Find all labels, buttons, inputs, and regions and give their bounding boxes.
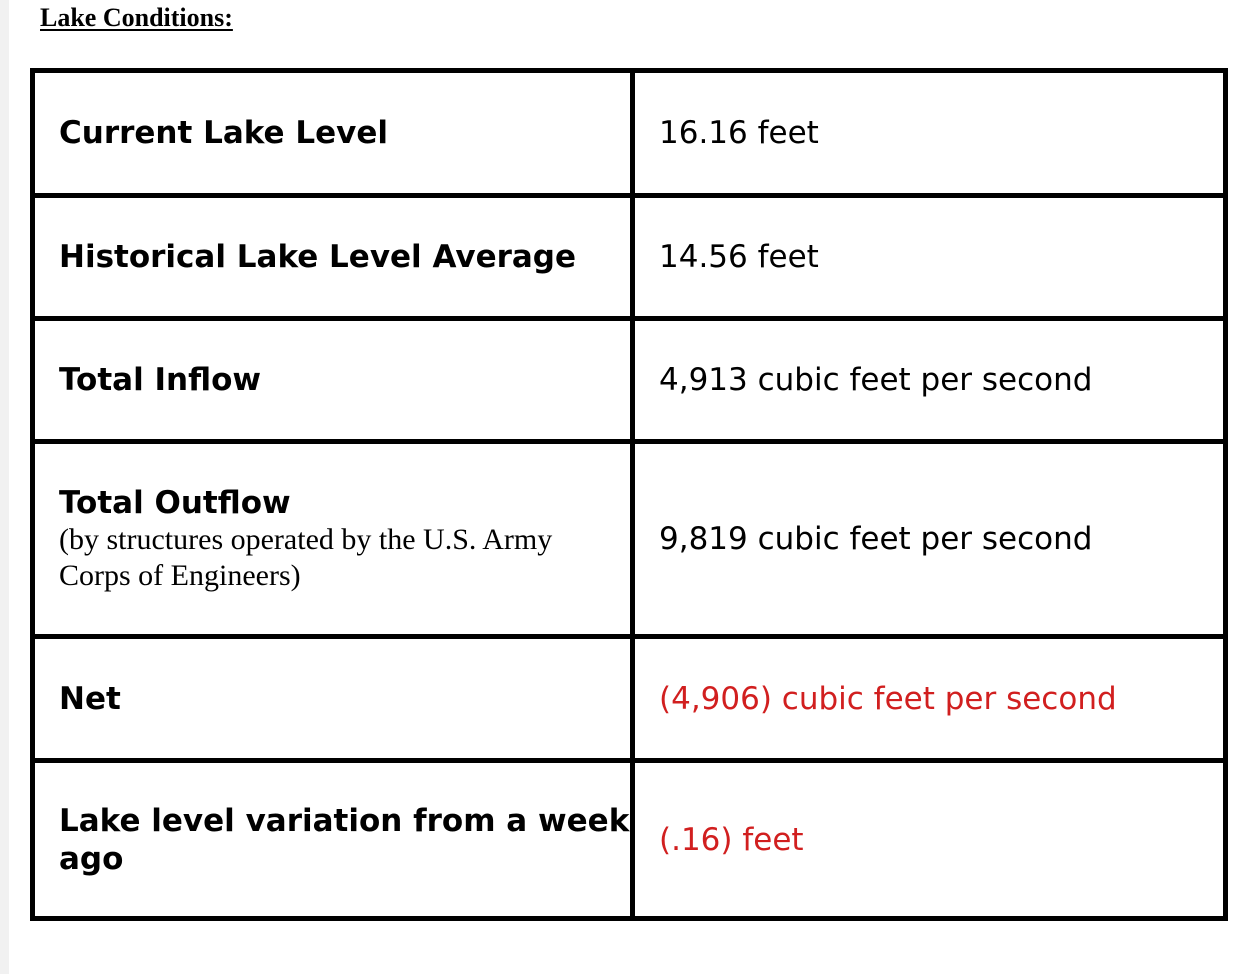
- total-outflow-note: (by structures operated by the U.S. Army Corps of Engineers): [59, 523, 553, 592]
- row-value-cell: [633, 761, 1226, 919]
- row-label-cell: [33, 637, 633, 761]
- row-value-cell: [633, 442, 1226, 637]
- page-margin-strip: [0, 0, 9, 974]
- historical-average-label: Historical Lake Level Average: [59, 239, 577, 275]
- weekly-variation-value: (.16) feet: [659, 821, 804, 858]
- row-label-cell: [33, 442, 633, 637]
- weekly-variation-label: Lake level variation from a week ago: [59, 802, 630, 877]
- net-value: (4,906) cubic feet per second: [659, 680, 1117, 717]
- current-lake-level-value: 16.16 feet: [659, 115, 819, 151]
- table-row: [33, 196, 1226, 319]
- row-value-cell: [633, 637, 1226, 761]
- total-inflow-label: Total Inflow: [59, 362, 261, 398]
- historical-average-value: 14.56 feet: [659, 239, 819, 275]
- current-lake-level-label: Current Lake Level: [59, 115, 389, 151]
- row-value-cell: [633, 196, 1226, 319]
- row-label-cell: [33, 761, 633, 919]
- page-heading: Lake Conditions:: [40, 3, 233, 32]
- net-label: Net: [59, 680, 121, 717]
- row-label-cell: [33, 319, 633, 442]
- row-value-cell: [633, 319, 1226, 442]
- total-inflow-value: 4,913 cubic feet per second: [659, 362, 1093, 398]
- row-label-cell: [33, 196, 633, 319]
- table-row: [33, 442, 1226, 637]
- table-row: [33, 761, 1226, 919]
- row-label-cell: [33, 71, 633, 196]
- table-row: [33, 71, 1226, 196]
- total-outflow-label: Total Outflow: [59, 485, 291, 521]
- row-value-cell: [633, 71, 1226, 196]
- table-row: [33, 319, 1226, 442]
- lake-conditions-table: [30, 68, 1228, 921]
- total-outflow-value: 9,819 cubic feet per second: [659, 521, 1093, 557]
- table-row: [33, 637, 1226, 761]
